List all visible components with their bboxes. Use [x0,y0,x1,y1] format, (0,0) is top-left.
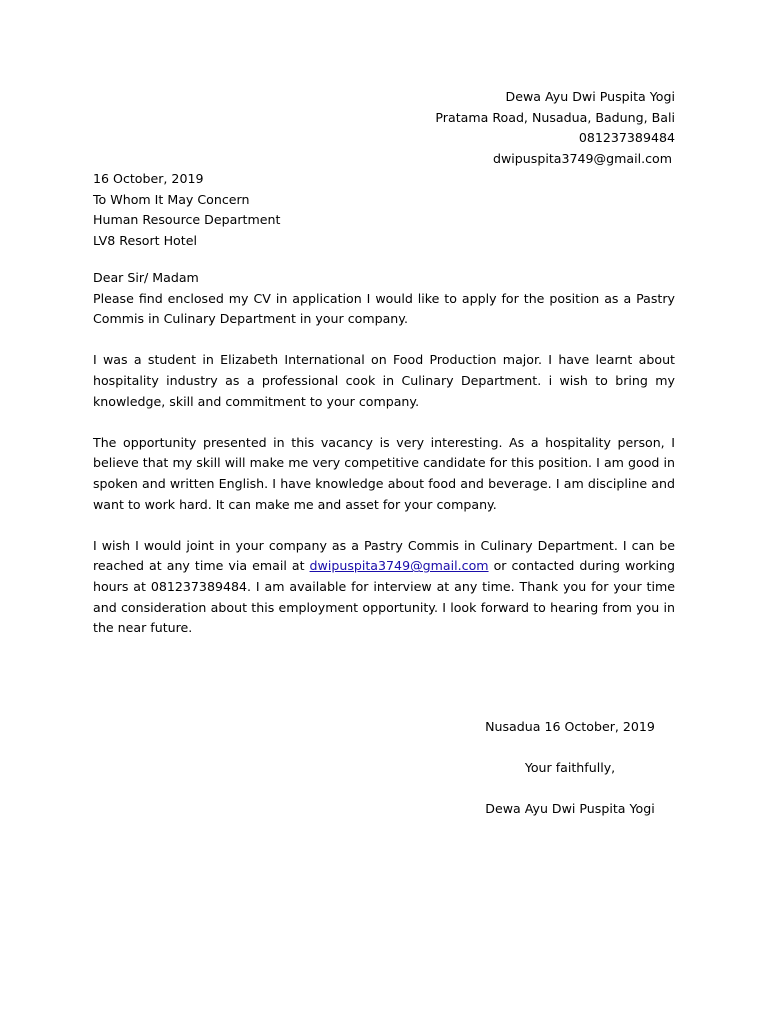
paragraph-3: The opportunity presented in this vacancy is very interesting. As a hospitality person, I believe that my skill will make me very competitive candidate for this position. I am good in spoken and written English. I have knowledge about food and beverage. I am discipline and want to work hard. It can make me and asset for your company. [93,434,675,512]
salutation: Dear Sir/ Madam [93,270,199,285]
paragraph-1: Please find enclosed my CV in application I would like to apply for the position as a Pastry Commis in Culinary Department in your company. [93,290,675,327]
closing-signoff: Your faithfully, [524,760,616,775]
recipient-line-1: To Whom It May Concern [93,191,250,207]
sender-address: Pratama Road, Nusadua, Badung, Bali [435,109,675,125]
paragraph-2: I was a student in Elizabeth International on Food Production major. I have learnt about hospitality industry as a professional cook in Culinary Department. i wish to bring my knowledge, skill and commitment to your company. [93,352,675,409]
letter-body [93,268,675,639]
closing-signature-name: Dewa Ayu Dwi Puspita Yogi [485,801,655,816]
closing-place-date: Nusadua 16 October, 2019 [485,719,655,734]
sender-phone: 081237389484 [578,130,675,146]
paragraph-gap [93,412,675,433]
paragraph-gap [93,515,675,536]
recipient-line-2: Human Resource Department [93,212,281,228]
paragraph-4-end: or contacted during working hours at 081237389484. I am available for interview at any time. Thank you for your time and consideration about this employment opportunity. I look forward to hearing from you in the near future. [93,558,675,636]
paragraph-gap [93,330,675,351]
recipient-line-3: LV8 Resort Hotel [93,232,197,248]
sender-email: dwipuspita3749@gmail.com [493,150,672,166]
letter-date: 16 October, 2019 [93,171,204,186]
sender-name: Dewa Ayu Dwi Puspita Yogi [505,89,675,104]
sender-block [435,87,675,169]
recipient-block [93,169,280,251]
paragraph-4 [93,536,675,639]
paragraph-4-start: I wish I would joint in your company as a Pastry Commis in Culinary Department. I can be reached at any time via email at [93,537,675,574]
email-link[interactable]: dwipuspita3749@gmail.com [309,558,489,574]
